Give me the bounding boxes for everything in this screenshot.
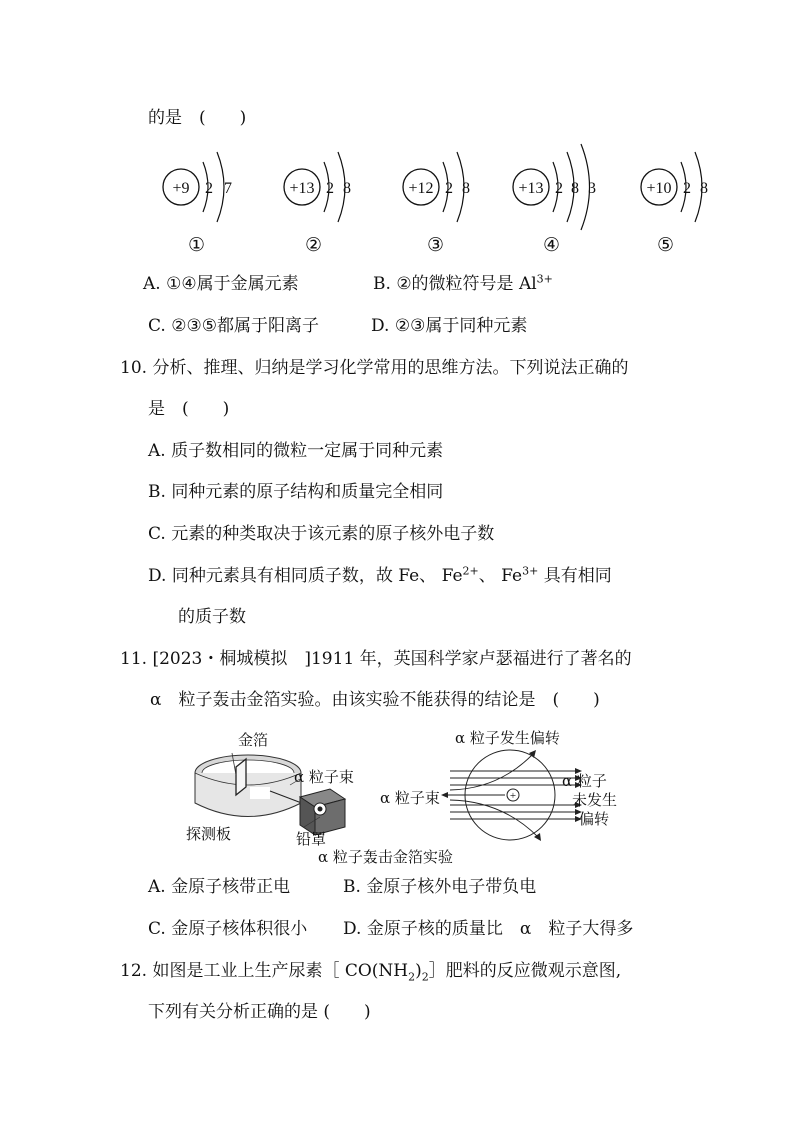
atom-3-shell-1: 2: [445, 180, 453, 197]
atom-label-3: ③: [427, 234, 445, 256]
detector-ring: [195, 755, 301, 817]
label-undeflected-1: α 粒子: [562, 772, 607, 790]
atom-2-nucleus: +13: [289, 180, 315, 197]
atom-diagram-4: [513, 144, 596, 230]
q10-stem-line2: 是 ( ): [148, 399, 230, 419]
atom-diagram-2: [284, 152, 351, 222]
figure-caption: α 粒子轰击金箔实验: [318, 848, 453, 866]
q9-option-d[interactable]: D. ②③属于同种元素: [371, 316, 528, 336]
atom-2-shell-2: 8: [343, 180, 351, 197]
atom-1-shell-1: 2: [205, 180, 213, 197]
q9-stem-tail: 的是 ( ): [148, 108, 247, 128]
label-undeflected-2: 未发生: [572, 791, 618, 809]
q10-stem-line1: 10. 分析、推理、归纳是学习化学常用的思维方法。下列说法正确的: [120, 358, 629, 378]
q10-option-a[interactable]: A. 质子数相同的微粒一定属于同种元素: [148, 441, 444, 461]
atom-3-nucleus: +12: [408, 180, 434, 197]
atom-label-1: ①: [188, 234, 206, 256]
atom-5-shell-1: 2: [683, 180, 691, 197]
atom-4-shell-3: 3: [588, 180, 596, 197]
q11-option-d[interactable]: D. 金原子核的质量比 α 粒子大得多: [343, 919, 634, 939]
atom-5-shell-2: 8: [700, 180, 708, 197]
q12-stem-line2: 下列有关分析正确的是 ( ): [148, 1002, 371, 1022]
q9-option-b[interactable]: B. ②的微粒符号是 $Al^{3+}$: [373, 272, 553, 294]
atom-4-shell-2: 8: [571, 180, 579, 197]
nucleus-sign: +: [509, 790, 517, 802]
q9-option-c[interactable]: C. ②③⑤都属于阳离子: [148, 316, 319, 336]
q10-option-d-line2: 的质子数: [178, 607, 246, 627]
label-deflected: α 粒子发生偏转: [455, 729, 560, 747]
q11-option-c[interactable]: C. 金原子核体积很小: [148, 919, 308, 939]
q10-option-c[interactable]: C. 元素的种类取决于该元素的原子核外电子数: [148, 524, 495, 544]
atom-1-shell-2: 7: [224, 180, 232, 197]
label-beam-back: α 粒子束: [380, 789, 440, 807]
q11-option-a[interactable]: A. 金原子核带正电: [148, 877, 291, 897]
q9-option-a[interactable]: A. ①④属于金属元素: [143, 274, 299, 294]
scattering-diagram: [441, 750, 582, 841]
q10-option-d[interactable]: D. 同种元素具有相同质子数，故 Fe、 $Fe^{2+}$、 $Fe^{3+}$ 具有相同: [148, 564, 612, 586]
atom-1-nucleus: +9: [172, 180, 190, 197]
atom-label-5: ⑤: [657, 234, 675, 256]
atom-4-shell-1: 2: [555, 180, 563, 197]
q11-option-b[interactable]: B. 金原子核外电子带负电: [343, 877, 537, 897]
atom-2-shell-1: 2: [326, 180, 334, 197]
atom-diagram-3: [403, 152, 470, 222]
atom-label-4: ④: [543, 234, 561, 256]
label-alpha-beam: α 粒子束: [294, 768, 354, 786]
atom-diagram-1: [163, 152, 232, 222]
label-lead-box: 铅罩: [296, 830, 327, 848]
q11-stem-line2: α 粒子轰击金箔实验。由该实验不能获得的结论是 ( ): [150, 690, 600, 710]
atom-diagram-5: [641, 152, 708, 222]
atom-4-nucleus: +13: [518, 180, 544, 197]
q12-stem-line1: 12. 如图是工业上生产尿素［ $CO(NH_2)_2]$肥料的反应微观示意图,: [120, 961, 622, 984]
label-undeflected-3: 偏转: [579, 810, 610, 828]
label-detector: 探测板: [186, 825, 232, 843]
q10-option-b[interactable]: B. 同种元素的原子结构和质量完全相同: [148, 482, 444, 502]
atom-label-2: ②: [305, 234, 323, 256]
q11-stem-line1: 11. [2023・桐城模拟 ]1911 年，英国科学家卢瑟福进行了著名的: [120, 649, 632, 669]
atom-5-nucleus: +10: [646, 180, 672, 197]
label-gold-foil: 金箔: [238, 731, 269, 749]
atom-3-shell-2: 8: [462, 180, 470, 197]
